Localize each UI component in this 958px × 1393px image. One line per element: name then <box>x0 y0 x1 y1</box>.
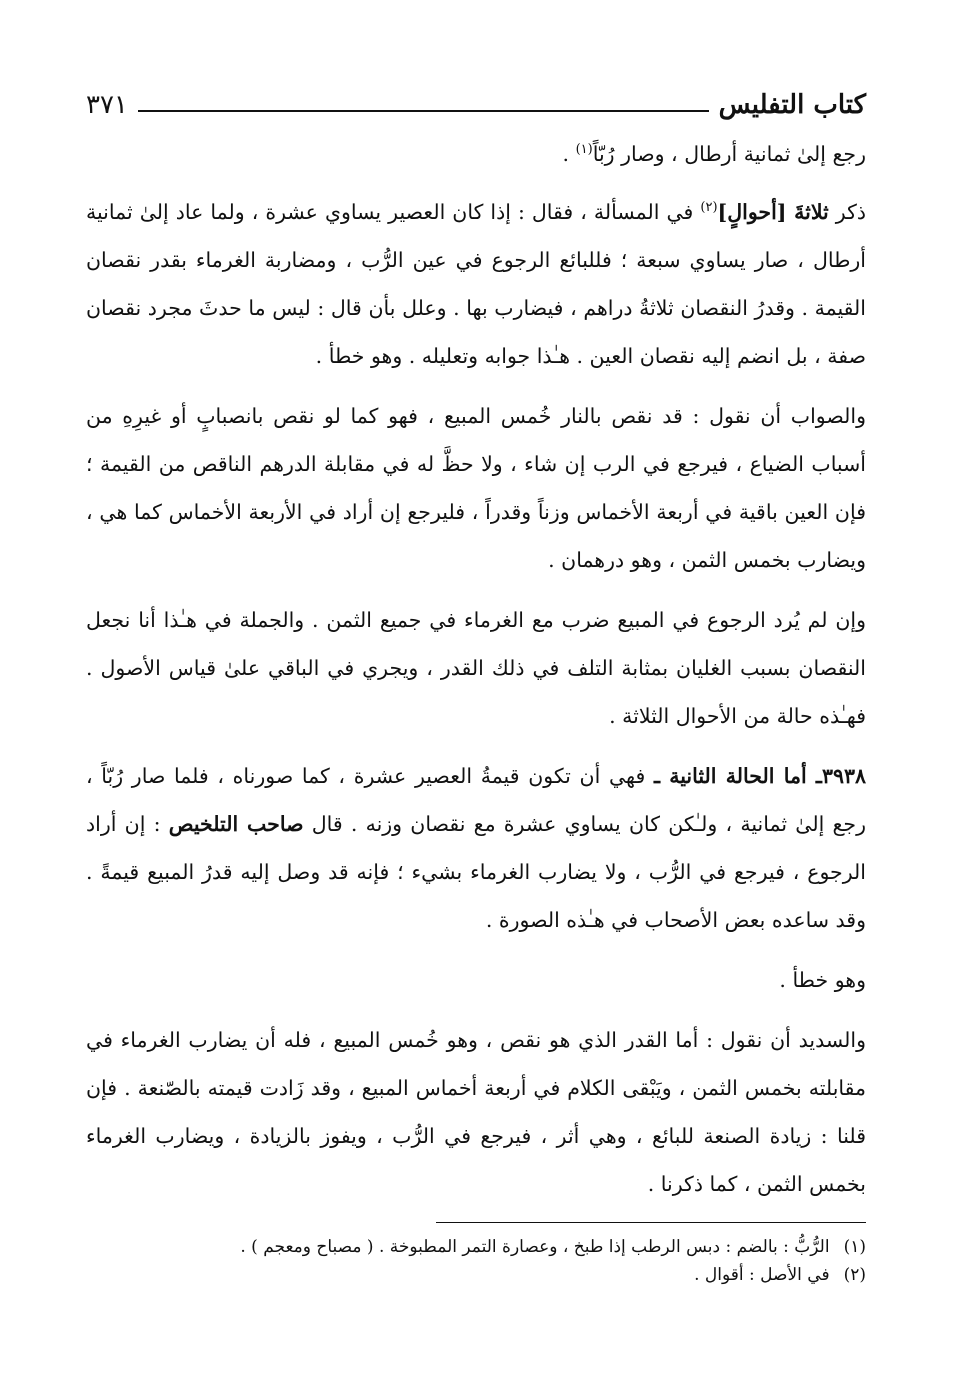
paragraph-1-start: ذكر <box>828 200 866 224</box>
paragraph-0-text: رجع إلىٰ ثمانية أرطال ، وصار رُبّاً <box>592 142 866 166</box>
footnote-divider <box>436 1222 866 1223</box>
footnote-number: (٢) <box>843 1265 866 1285</box>
body-text <box>86 130 866 1208</box>
paragraph-3: وإن لم يُرد الرجوع في المبيع ضرب مع الغرماء في جميع الثمن . والجملة في هـٰذا أنا نجعل النقصان بسبب الغليان بمثابة التلف في ذلك القدر ، ويجري في الباقي علىٰ قياس الأصول . فهـٰذه حالة من الأحوال الثلاثة . <box>86 608 866 728</box>
section-heading-3938: ٣٩٣٨ـ أما الحالة الثانية ـ <box>653 764 866 788</box>
paragraph-5: وهو خطأ . <box>779 968 866 992</box>
paragraph-0 <box>86 130 866 178</box>
paragraph-1 <box>86 188 866 380</box>
paragraph-4-end: : إن أراد الرجوع ، فيرجع في الرُّب ، ولا يضارب الغرماء بشيء ؛ فإنه قد وصل إليه قدرُ المبيع قيمةً . وقد ساعده بعض الأصحاب في هـٰذه الصورة . <box>86 812 866 932</box>
header-rule <box>138 110 709 112</box>
paragraph-4 <box>86 752 866 944</box>
footnote-ref-2[interactable]: (٢) <box>700 200 718 216</box>
footnote-text: الرُّبُّ : بالضم : دبس الرطب إذا طبخ ، وعصارة التمر المطبوخة . ( مصباح ومعجم ) . <box>240 1237 830 1257</box>
footnote-2 <box>86 1261 866 1289</box>
footnotes <box>86 1233 866 1289</box>
paragraph-4-mid: فهي أن تكون قيمةُ العصير عشرة ، كما صورناه ، فلما صار رُبّاً ، رجع إلىٰ ثمانية ، ولـٰكن كان يساوي عشرة مع نقصان وزنه . قال <box>86 764 866 836</box>
footnote-1 <box>86 1233 866 1261</box>
paragraph-0-end: . <box>562 142 576 166</box>
paragraph-6: والسديد أن نقول : أما القدر الذي هو نقص ، وهو خُمس المبيع ، فله أن يضارب الغرماء في مقابلته بخمس الثمن ، ويَبْقى الكلام في أربعة أخماس المبيع ، وقد زَادت قيمته بالصّنعة . فإن قلنا : زيادة الصنعة للبائع ، وهي أثر ، فيرجع في الرُّب ، ويفوز بالزيادة ، ويضارب الغرماء بخمس الثمن ، كما ذكرنا . <box>86 1028 866 1196</box>
footnote-text: في الأصل : أقوال . <box>694 1265 830 1285</box>
paragraph-2: والصواب أن نقول : قد نقص بالنار خُمس المبيع ، فهو كما لو نقص بانصبابٍ أو غيرِهِ من أسباب الضياع ، فيرجع في الرب إن شاء ، ولا حظَّ له في مقابلة الدرهم الناقص من القيمة ؛ فإن العين باقية في أربعة الأخماس وزناً وقدراً ، فليرجع إن أراد في الأربعة الأخماس كما هي ، ويضارب بخمس الثمن ، وهو درهمان . <box>86 404 866 572</box>
page-header <box>86 84 866 120</box>
document-page <box>86 84 866 1289</box>
paragraph-1-bold: ثلاثةَ [أحوالٍ] <box>717 200 829 224</box>
paragraph-1-rest: في المسألة ، فقال : إذا كان العصير يساوي عشرة ، ولما عاد إلىٰ ثمانية أرطال ، صار يساوي سبعة ؛ فللبائع الرجوع في عين الرُّب ، ومضاربة الغرماء بقدر نقصان القيمة . وقدرُ النقصان ثلاثةُ دراهم ، فيضارب بها . وعلل بأن قال : ليس ما حدثَ مجرد نقصان صفة ، بل انضم إليه نقصان العين . هـٰذا جوابه وتعليله . وهو خطأ . <box>86 200 866 368</box>
author-name-talkhis: صاحب التلخيص <box>168 812 304 836</box>
page-number: ٣٧١ <box>86 90 128 120</box>
book-title: كتاب التفليس <box>718 90 866 120</box>
footnote-ref-1[interactable]: (١) <box>575 142 593 158</box>
footnote-number: (١) <box>843 1237 866 1257</box>
